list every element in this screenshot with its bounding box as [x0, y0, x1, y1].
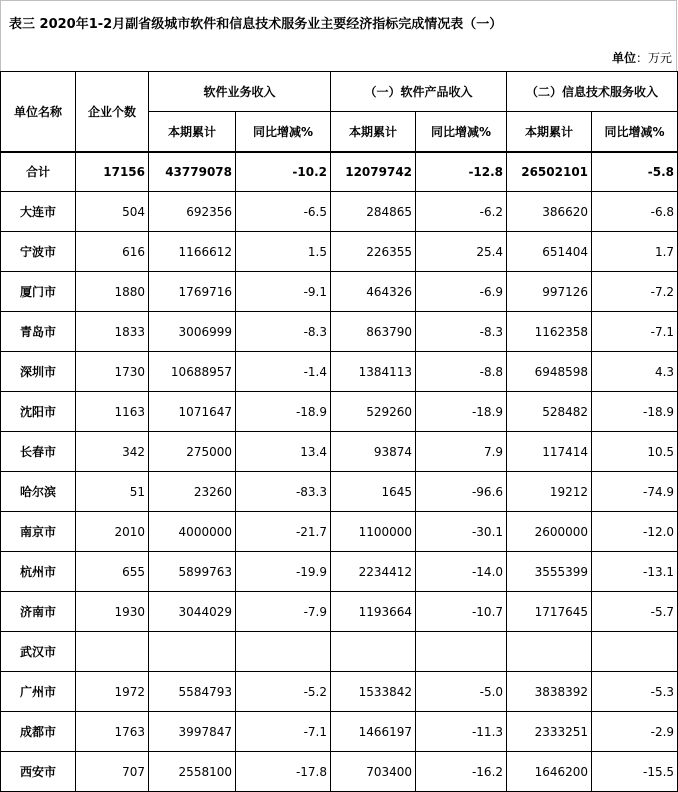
cell-software-yoy — [236, 632, 331, 672]
unit-note — [0, 44, 677, 71]
cell-software-cumulative: 1769716 — [149, 272, 236, 312]
cell-product-yoy: -8.3 — [416, 312, 507, 352]
table-row — [1, 352, 678, 392]
table-row — [1, 432, 678, 472]
cell-product-cumulative: 226355 — [331, 232, 416, 272]
cell-product-cumulative: 1645 — [331, 472, 416, 512]
cell-count: 1880 — [76, 272, 149, 312]
cell-product-cumulative: 12079742 — [331, 152, 416, 192]
cell-count — [76, 632, 149, 672]
cell-service-cumulative: 651404 — [507, 232, 592, 272]
cell-product-yoy: -5.0 — [416, 672, 507, 712]
cell-product-cumulative: 464326 — [331, 272, 416, 312]
cell-service-cumulative: 386620 — [507, 192, 592, 232]
cell-name: 长春市 — [1, 432, 76, 472]
cell-count: 342 — [76, 432, 149, 472]
cell-software-yoy: -7.1 — [236, 712, 331, 752]
cell-service-yoy: -6.8 — [592, 192, 678, 232]
cell-name: 济南市 — [1, 592, 76, 632]
table-row-total — [1, 152, 678, 192]
cell-software-cumulative: 2558100 — [149, 752, 236, 792]
cell-product-yoy: -11.3 — [416, 712, 507, 752]
cell-product-cumulative: 863790 — [331, 312, 416, 352]
cell-count: 504 — [76, 192, 149, 232]
table-row — [1, 272, 678, 312]
table-row — [1, 472, 678, 512]
cell-software-yoy: -5.2 — [236, 672, 331, 712]
cell-service-yoy: -7.1 — [592, 312, 678, 352]
table-row — [1, 392, 678, 432]
cell-service-cumulative: 528482 — [507, 392, 592, 432]
cell-product-yoy: -10.7 — [416, 592, 507, 632]
header-enterprise-count: 企业个数 — [76, 72, 149, 152]
cell-software-cumulative: 10688957 — [149, 352, 236, 392]
cell-product-cumulative: 1384113 — [331, 352, 416, 392]
cell-service-cumulative: 2333251 — [507, 712, 592, 752]
cell-service-cumulative: 117414 — [507, 432, 592, 472]
cell-service-cumulative: 1717645 — [507, 592, 592, 632]
cell-service-yoy: -18.9 — [592, 392, 678, 432]
cell-count: 616 — [76, 232, 149, 272]
cell-service-yoy: -13.1 — [592, 552, 678, 592]
cell-count: 2010 — [76, 512, 149, 552]
cell-service-yoy: -15.5 — [592, 752, 678, 792]
cell-product-yoy: -16.2 — [416, 752, 507, 792]
cell-product-cumulative: 284865 — [331, 192, 416, 232]
cell-software-yoy: -21.7 — [236, 512, 331, 552]
cell-product-cumulative: 1100000 — [331, 512, 416, 552]
cell-product-yoy: 7.9 — [416, 432, 507, 472]
cell-service-cumulative: 3555399 — [507, 552, 592, 592]
cell-count: 17156 — [76, 152, 149, 192]
cell-software-yoy: -17.8 — [236, 752, 331, 792]
cell-service-cumulative: 997126 — [507, 272, 592, 312]
cell-product-cumulative: 93874 — [331, 432, 416, 472]
header-yoy: 同比增减% — [592, 112, 678, 152]
table-row — [1, 312, 678, 352]
cell-software-cumulative — [149, 632, 236, 672]
cell-service-yoy: -5.7 — [592, 592, 678, 632]
header-cumulative: 本期累计 — [149, 112, 236, 152]
table-row — [1, 672, 678, 712]
cell-software-yoy: -19.9 — [236, 552, 331, 592]
cell-product-yoy: -12.8 — [416, 152, 507, 192]
cell-name: 广州市 — [1, 672, 76, 712]
cell-name: 青岛市 — [1, 312, 76, 352]
cell-name: 沈阳市 — [1, 392, 76, 432]
cell-service-yoy: 10.5 — [592, 432, 678, 472]
cell-service-yoy: -74.9 — [592, 472, 678, 512]
cell-product-cumulative: 703400 — [331, 752, 416, 792]
cell-name: 武汉市 — [1, 632, 76, 672]
header-yoy: 同比增减% — [236, 112, 331, 152]
cell-service-yoy: -7.2 — [592, 272, 678, 312]
cell-product-yoy: -6.2 — [416, 192, 507, 232]
table-row — [1, 192, 678, 232]
cell-count: 1163 — [76, 392, 149, 432]
cell-count: 707 — [76, 752, 149, 792]
cell-name: 杭州市 — [1, 552, 76, 592]
cell-software-cumulative: 23260 — [149, 472, 236, 512]
cell-name: 厦门市 — [1, 272, 76, 312]
cell-software-yoy: -18.9 — [236, 392, 331, 432]
header-software-revenue: 软件业务收入 — [149, 72, 331, 112]
cell-count: 1930 — [76, 592, 149, 632]
cell-software-cumulative: 1071647 — [149, 392, 236, 432]
cell-product-cumulative: 1193664 — [331, 592, 416, 632]
statistics-table — [0, 71, 678, 792]
cell-product-yoy: -6.9 — [416, 272, 507, 312]
cell-software-yoy: -7.9 — [236, 592, 331, 632]
cell-count: 1730 — [76, 352, 149, 392]
table-title: 表三 2020年1-2月副省级城市软件和信息技术服务业主要经济指标完成情况表（一） — [0, 0, 677, 44]
cell-service-yoy — [592, 632, 678, 672]
cell-product-cumulative: 1466197 — [331, 712, 416, 752]
cell-product-yoy: -30.1 — [416, 512, 507, 552]
cell-name: 深圳市 — [1, 352, 76, 392]
cell-software-cumulative: 275000 — [149, 432, 236, 472]
cell-product-cumulative: 1533842 — [331, 672, 416, 712]
cell-service-yoy: -12.0 — [592, 512, 678, 552]
cell-software-cumulative: 43779078 — [149, 152, 236, 192]
cell-product-yoy: -96.6 — [416, 472, 507, 512]
cell-service-cumulative — [507, 632, 592, 672]
cell-software-cumulative: 3006999 — [149, 312, 236, 352]
cell-count: 1833 — [76, 312, 149, 352]
cell-software-yoy: -10.2 — [236, 152, 331, 192]
unit-label: 单位 — [611, 51, 636, 65]
cell-count: 655 — [76, 552, 149, 592]
unit-value: 万元 — [647, 51, 672, 65]
cell-software-cumulative: 5584793 — [149, 672, 236, 712]
cell-count: 1763 — [76, 712, 149, 752]
cell-service-yoy: 1.7 — [592, 232, 678, 272]
table-row — [1, 712, 678, 752]
table-row — [1, 552, 678, 592]
cell-name: 西安市 — [1, 752, 76, 792]
header-cumulative: 本期累计 — [331, 112, 416, 152]
cell-service-cumulative: 3838392 — [507, 672, 592, 712]
cell-software-cumulative: 3044029 — [149, 592, 236, 632]
cell-software-cumulative: 692356 — [149, 192, 236, 232]
cell-product-yoy: -8.8 — [416, 352, 507, 392]
cell-product-cumulative — [331, 632, 416, 672]
table-row — [1, 232, 678, 272]
cell-software-yoy: 13.4 — [236, 432, 331, 472]
header-cumulative: 本期累计 — [507, 112, 592, 152]
cell-service-cumulative: 6948598 — [507, 352, 592, 392]
cell-software-cumulative: 4000000 — [149, 512, 236, 552]
cell-software-cumulative: 3997847 — [149, 712, 236, 752]
cell-name: 大连市 — [1, 192, 76, 232]
cell-service-cumulative: 19212 — [507, 472, 592, 512]
table-row — [1, 632, 678, 672]
cell-count: 1972 — [76, 672, 149, 712]
cell-software-yoy: -9.1 — [236, 272, 331, 312]
cell-service-cumulative: 1646200 — [507, 752, 592, 792]
cell-service-yoy: -2.9 — [592, 712, 678, 752]
cell-service-yoy: -5.8 — [592, 152, 678, 192]
header-row-top — [1, 72, 678, 112]
cell-product-yoy: 25.4 — [416, 232, 507, 272]
cell-product-cumulative: 529260 — [331, 392, 416, 432]
header-yoy: 同比增减% — [416, 112, 507, 152]
cell-product-yoy: -18.9 — [416, 392, 507, 432]
cell-name: 合计 — [1, 152, 76, 192]
cell-name: 哈尔滨 — [1, 472, 76, 512]
cell-count: 51 — [76, 472, 149, 512]
cell-software-yoy: -83.3 — [236, 472, 331, 512]
cell-product-yoy: -14.0 — [416, 552, 507, 592]
cell-product-cumulative: 2234412 — [331, 552, 416, 592]
cell-software-yoy: -8.3 — [236, 312, 331, 352]
cell-name: 成都市 — [1, 712, 76, 752]
cell-name: 南京市 — [1, 512, 76, 552]
cell-service-cumulative: 2600000 — [507, 512, 592, 552]
table-row — [1, 592, 678, 632]
table-body — [1, 152, 678, 792]
cell-software-yoy: -6.5 — [236, 192, 331, 232]
header-unit-name: 单位名称 — [1, 72, 76, 152]
cell-service-cumulative: 1162358 — [507, 312, 592, 352]
header-it-service-revenue: （二）信息技术服务收入 — [507, 72, 678, 112]
cell-product-yoy — [416, 632, 507, 672]
cell-service-yoy: -5.3 — [592, 672, 678, 712]
unit-separator: ： — [635, 51, 648, 65]
cell-software-cumulative: 1166612 — [149, 232, 236, 272]
table-row — [1, 512, 678, 552]
cell-software-yoy: 1.5 — [236, 232, 331, 272]
cell-software-cumulative: 5899763 — [149, 552, 236, 592]
cell-service-cumulative: 26502101 — [507, 152, 592, 192]
table-row — [1, 752, 678, 792]
cell-service-yoy: 4.3 — [592, 352, 678, 392]
cell-name: 宁波市 — [1, 232, 76, 272]
header-software-product-revenue: （一）软件产品收入 — [331, 72, 507, 112]
cell-software-yoy: -1.4 — [236, 352, 331, 392]
